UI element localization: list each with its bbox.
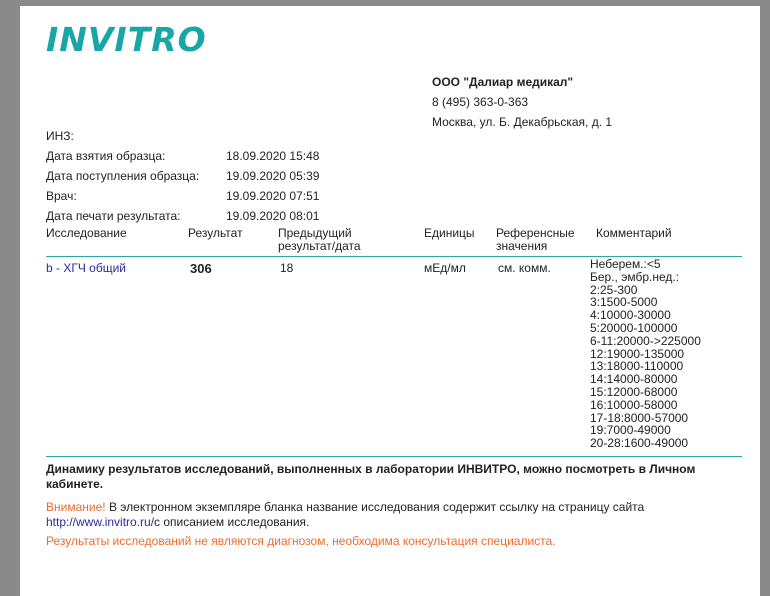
meta-row: [46, 206, 319, 226]
meta-value: 18.09.2020 15:48: [226, 149, 320, 163]
meta-label: Дата поступления образца:: [46, 169, 200, 183]
result-value: 306: [190, 261, 212, 276]
disclaimer: Результаты исследований не являются диагнозом, необходима консультация специалиста.: [46, 534, 556, 548]
comments-cell: Неберем.:<5 Бер., эмбр.нед.: 2:25-300 3:1500-5000 4:10000-30000 5:20000-100000 6-11:20000->225000 12:19000-135000 13:18000-110000 14:14000-80000 15:12000-68000 16:10000-58000 17-18:8000-57000 19:7000-49000 20-28:1600-49000: [590, 257, 701, 451]
meta-row: [46, 186, 319, 206]
company-name: ООО "Далиар медикал": [432, 75, 574, 89]
company-block: [432, 72, 612, 132]
header-comments: Комментарий: [596, 226, 672, 240]
header-previous: [278, 227, 361, 253]
warning-text: В электронном экземпляре бланка название исследования содержит ссылку на страницу сайта: [105, 500, 645, 514]
site-suffix: с описанием исследования.: [154, 515, 310, 529]
header-reference-line2: значения: [496, 239, 548, 253]
meta-row: [46, 166, 319, 186]
meta-value: 19.09.2020 08:01: [226, 209, 320, 223]
warning-label: Внимание!: [46, 500, 106, 514]
company-address: Москва, ул. Б. Декабрьская, д. 1: [432, 115, 613, 129]
header-units: Единицы: [424, 226, 475, 240]
header-result: Результат: [188, 226, 243, 240]
dynamics-note: Динамику результатов исследований, выполненных в лаборатории ИНВИТРО, можно посмотреть в Личном кабинете.: [46, 462, 696, 491]
previous-value: 18: [280, 261, 294, 275]
meta-label: Врач:: [46, 189, 77, 203]
header-reference-line1: Референсные: [496, 226, 575, 240]
units-value: мЕд/мл: [424, 261, 466, 275]
meta-label: Дата взятия образца:: [46, 149, 166, 163]
inz-label: ИНЗ:: [46, 129, 74, 143]
meta-label: Дата печати результата:: [46, 209, 181, 223]
company-phone: 8 (495) 363-0-363: [432, 95, 529, 109]
header-previous-line1: Предыдущий: [278, 226, 352, 240]
header-study: Исследование: [46, 226, 127, 240]
header-previous-line2: результат/дата: [278, 239, 361, 253]
invitro-logo: INVITRO: [46, 20, 207, 59]
meta-row: [46, 146, 319, 166]
table-bottom-divider: [46, 456, 742, 457]
site-link[interactable]: http://www.invitro.ru/: [46, 515, 155, 529]
reference-value: см. комм.: [498, 261, 551, 275]
electronic-copy-note: [46, 500, 736, 530]
sample-meta: [46, 126, 319, 226]
header-reference: [496, 227, 575, 253]
meta-value: 19.09.2020 07:51: [226, 189, 320, 203]
meta-value: 19.09.2020 05:39: [226, 169, 320, 183]
report-page: [20, 6, 760, 596]
study-link[interactable]: b - ХГЧ общий: [46, 261, 126, 275]
